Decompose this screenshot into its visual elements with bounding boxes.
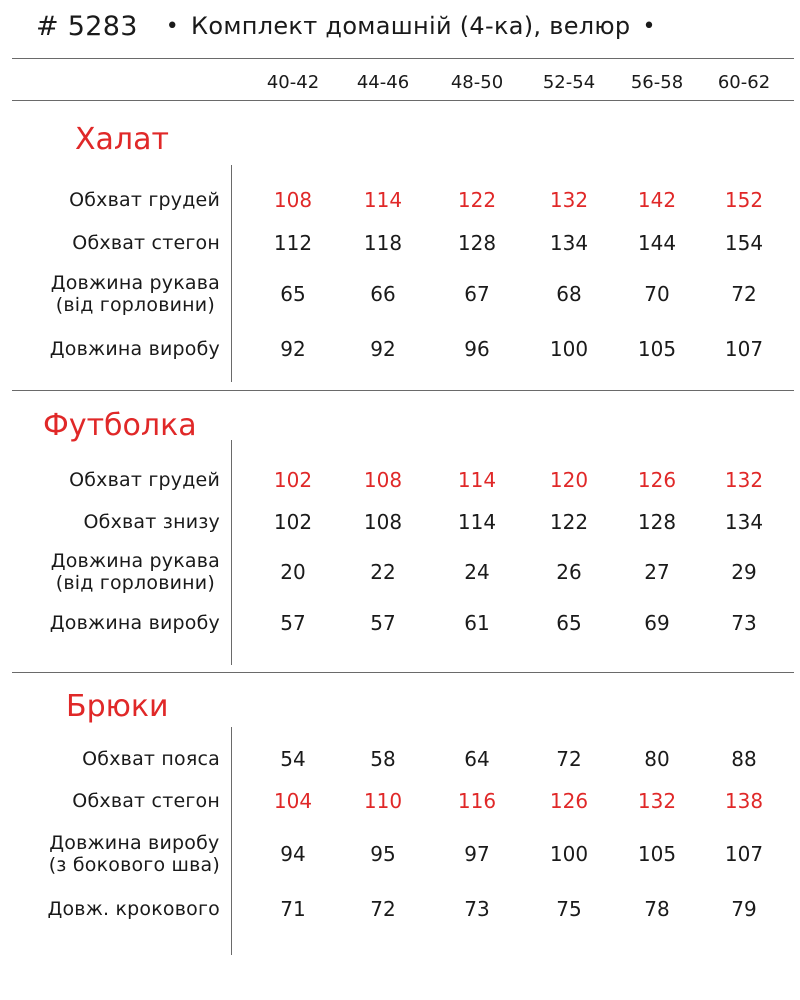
row-label (69, 183, 220, 217)
measurement-value: 108 (363, 468, 403, 492)
measurement-value: 118 (363, 231, 403, 255)
measurement-value: 70 (644, 282, 670, 306)
measurement-value: 102 (273, 510, 313, 534)
measurement-value: 72 (731, 282, 757, 306)
measurement-value: 128 (637, 510, 677, 534)
measurement-value: 80 (644, 747, 670, 771)
measurement-value: 100 (549, 337, 589, 361)
row-label-line: Обхват пояса (82, 748, 220, 770)
measurement-value: 26 (556, 560, 582, 584)
measurement-value: 116 (457, 789, 497, 813)
row-label-line: Довжина виробу (49, 832, 220, 854)
size-header: 48-50 (450, 72, 504, 93)
size-header-row (0, 68, 800, 98)
measurement-value: 107 (724, 337, 764, 361)
measurement-value: 108 (363, 510, 403, 534)
row-label-line: Обхват грудей (69, 469, 220, 491)
header-divider (12, 100, 794, 101)
measurement-value: 132 (637, 789, 677, 813)
measurement-value: 122 (457, 188, 497, 212)
table-row (0, 332, 800, 366)
measurement-value: 24 (464, 560, 490, 584)
top-divider (12, 58, 794, 59)
size-header: 56-58 (630, 72, 684, 93)
measurement-value: 107 (724, 842, 764, 866)
measurement-value: 29 (731, 560, 757, 584)
row-label (50, 606, 220, 640)
measurement-value: 72 (370, 897, 396, 921)
title-separator: • (165, 13, 179, 39)
measurement-value: 20 (280, 560, 306, 584)
page-title (36, 8, 656, 44)
measurement-value: 102 (273, 468, 313, 492)
row-label (50, 332, 220, 366)
measurement-value: 104 (273, 789, 313, 813)
measurement-value: 64 (464, 747, 490, 771)
table-row (0, 505, 800, 539)
row-label-line: Довжина виробу (49, 338, 220, 360)
measurement-value: 58 (370, 747, 396, 771)
table-row (0, 826, 800, 882)
measurement-value: 94 (280, 842, 306, 866)
table-row (0, 266, 800, 322)
measurement-value: 72 (556, 747, 582, 771)
measurement-value: 128 (457, 231, 497, 255)
measurement-value: 22 (370, 560, 396, 584)
size-header: 52-54 (542, 72, 596, 93)
measurement-value: 66 (370, 282, 396, 306)
measurement-value: 105 (637, 842, 677, 866)
measurement-value: 65 (280, 282, 306, 306)
row-label-line: Обхват знизу (83, 511, 220, 533)
row-label-line: (від горловини) (55, 572, 215, 594)
measurement-value: 144 (637, 231, 677, 255)
measurement-value: 134 (549, 231, 589, 255)
section-divider (12, 672, 794, 673)
measurement-value: 97 (464, 842, 490, 866)
measurement-value: 138 (724, 789, 764, 813)
table-row (0, 742, 800, 776)
measurement-value: 67 (464, 282, 490, 306)
measurement-value: 105 (637, 337, 677, 361)
size-header: 40-42 (266, 72, 320, 93)
measurement-value: 114 (457, 468, 497, 492)
table-row (0, 183, 800, 217)
measurement-value: 142 (637, 188, 677, 212)
article-number: # 5283 (36, 10, 138, 42)
measurement-value: 27 (644, 560, 670, 584)
measurement-value: 126 (549, 789, 589, 813)
row-label-line: (з бокового шва) (48, 854, 220, 876)
measurement-value: 79 (731, 897, 757, 921)
row-label-line: Обхват стегон (72, 790, 220, 812)
row-label (49, 826, 220, 882)
measurement-value: 112 (273, 231, 313, 255)
measurement-value: 132 (549, 188, 589, 212)
title-separator: • (642, 13, 656, 39)
row-label-line: Довжина виробу (49, 612, 220, 634)
table-row (0, 463, 800, 497)
row-label-line: Обхват стегон (72, 232, 220, 254)
measurement-value: 71 (280, 897, 306, 921)
row-label-line: Довжина рукава (50, 550, 220, 572)
measurement-value: 61 (464, 611, 490, 635)
measurement-value: 65 (556, 611, 582, 635)
row-label (72, 784, 220, 818)
row-label-line: Довж. крокового (47, 898, 220, 920)
measurement-value: 54 (280, 747, 306, 771)
row-label (51, 266, 220, 322)
table-row (0, 606, 800, 640)
row-label (82, 742, 220, 776)
table-row (0, 892, 800, 926)
product-title: Комплект домашній (4-ка), велюр (191, 12, 631, 40)
measurement-value: 100 (549, 842, 589, 866)
measurement-value: 57 (370, 611, 396, 635)
size-header: 60-62 (717, 72, 771, 93)
row-label-line: Обхват грудей (69, 189, 220, 211)
measurement-value: 69 (644, 611, 670, 635)
section-title-tshirt: Футболка (43, 408, 197, 443)
measurement-value: 110 (363, 789, 403, 813)
section-title-pants: Брюки (66, 689, 169, 724)
row-label-line: (від горловини) (55, 294, 215, 316)
measurement-value: 108 (273, 188, 313, 212)
measurement-value: 75 (556, 897, 582, 921)
section-title-robe: Халат (75, 122, 169, 157)
row-label (69, 463, 220, 497)
table-row (0, 226, 800, 260)
row-label (51, 544, 220, 600)
measurement-value: 73 (731, 611, 757, 635)
measurement-value: 96 (464, 337, 490, 361)
measurement-value: 154 (724, 231, 764, 255)
measurement-value: 134 (724, 510, 764, 534)
measurement-value: 126 (637, 468, 677, 492)
row-label (72, 226, 220, 260)
measurement-value: 88 (731, 747, 757, 771)
measurement-value: 73 (464, 897, 490, 921)
measurement-value: 68 (556, 282, 582, 306)
table-row (0, 784, 800, 818)
measurement-value: 92 (280, 337, 306, 361)
measurement-value: 114 (457, 510, 497, 534)
measurement-value: 132 (724, 468, 764, 492)
size-header: 44-46 (356, 72, 410, 93)
measurement-value: 122 (549, 510, 589, 534)
measurement-value: 152 (724, 188, 764, 212)
row-label (47, 892, 220, 926)
row-label-line: Довжина рукава (50, 272, 220, 294)
measurement-value: 78 (644, 897, 670, 921)
row-label (84, 505, 221, 539)
section-divider (12, 390, 794, 391)
table-row (0, 544, 800, 600)
measurement-value: 114 (363, 188, 403, 212)
measurement-value: 92 (370, 337, 396, 361)
measurement-value: 95 (370, 842, 396, 866)
measurement-value: 120 (549, 468, 589, 492)
measurement-value: 57 (280, 611, 306, 635)
